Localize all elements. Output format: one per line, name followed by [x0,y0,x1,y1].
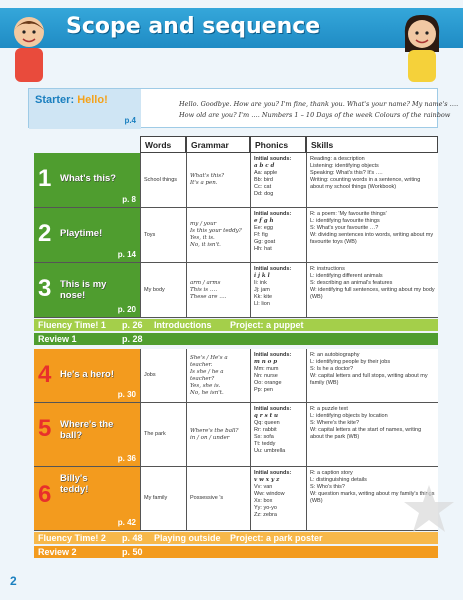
skills-cell: R: a poem: 'My favourite things' L: identifying favourite things S: What's your favourite …? W: dividing sentences into words, writing about my favourite toys (WB) [306,208,438,262]
phonics-list: Aa: apple Bb: bird Cc: cat Dd: dog [254,170,278,197]
starter-row [28,88,459,128]
unit-number: 5 [38,415,52,442]
unit-head-2 [34,208,140,262]
phonics-title: Initial sounds: [254,406,292,412]
phonics-letters: e f g h [254,218,274,224]
unit-row-1 [34,153,438,208]
review-1-band [34,333,438,345]
phonics-list: Ee: egg Ff: fig Gg: goat Hh: hat [254,225,276,252]
fluency-1-item1: Introductions [154,320,212,330]
phonics-letters: a b c d [254,163,275,169]
phonics-list: Vv: van Ww: window Xx: box Yy: yo-yo Zz: zebra [254,484,285,518]
phonics-cell [250,467,306,530]
grammar-cell: What's this? It's a pen. [186,153,250,207]
skills-cell: Reading: a description Listening: identifying objects Speaking: What's this? It's …. Writing: counting words in a sentence, writing about my school things (Workbook) [306,153,438,207]
words-cell: My family [140,467,186,530]
unit-head-1 [34,153,140,207]
fluency-2-item2: Project: a park poster [230,533,323,543]
skills-cell: R: a caption story L: distinguishing details S: Who's this? W: question marks, writing about my family's (WB) [306,467,438,530]
phonics-cell [250,153,306,207]
fluency-2-page: p. 48 [122,533,143,543]
unit-head-3 [34,263,140,317]
unit-number: 3 [38,275,52,302]
header-phonics: Phonics [250,136,306,153]
unit-row-3 [34,263,438,318]
skills-cell: R: a puzzle text L: identifying objects by location S: Where's the kite? W: capital letters at the start of names, writing about the park (WB) [306,403,438,466]
unit-name: Where's the ball? [60,419,114,441]
unit-head-5 [34,403,140,466]
phonics-list: Qq: queen Rr: rabbit Ss: sofa Tt: teddy Uu: umbrella [254,420,286,454]
girl-illustration [399,12,445,84]
starter-line-2: How old are you? I'm …. Numbers 1 – 10 Days of the week Colours of the rainbow [179,111,451,119]
table-header [34,136,438,153]
header-words: Words [140,136,186,153]
unit-page: p. 42 [117,518,136,527]
starter-line-1: Hello. Goodbye. How are you? I'm fine, thank you. What's your name? My name's …. [179,100,459,108]
page-number: 2 [10,574,17,588]
review-2-band [34,546,438,558]
grammar-cell: my / your Is this your teddy? Yes, it is. No, it isn't. [186,208,250,262]
unit-number: 6 [38,481,52,508]
unit-row-2 [34,208,438,263]
unit-row-5 [34,403,438,467]
page-title: Scope and sequence [66,14,321,39]
fluency-1-page: p. 26 [122,320,143,330]
fluency-1-item2: Project: a puppet [230,320,304,330]
unit-name: What's this? [60,173,117,184]
unit-number: 4 [38,361,52,388]
grammar-cell: Possessive 's [186,467,250,530]
unit-name: This is my nose! [60,279,107,301]
phonics-letters: m n o p [254,359,278,365]
phonics-title: Initial sounds: [254,352,292,358]
words-cell: School things [140,153,186,207]
starter-highlight: Hello! [77,94,108,106]
phonics-cell [250,349,306,402]
words-cell: The park [140,403,186,466]
review-1-label: Review 1 [38,334,77,344]
phonics-title: Initial sounds: [254,211,292,217]
phonics-cell [250,403,306,466]
starter-label [35,94,108,106]
unit-name: Playtime! [60,228,103,239]
header-skills: Skills [306,136,438,153]
swirl-decoration [399,480,459,540]
fluency-2-band [34,532,438,544]
starter-page: p.4 [124,116,136,125]
unit-number: 2 [38,220,52,247]
unit-page: p. 20 [117,305,136,314]
unit-page: p. 30 [117,390,136,399]
unit-number: 1 [38,165,52,192]
unit-head-6 [34,467,140,530]
phonics-title: Initial sounds: [254,470,292,476]
skills-cell: R: an autobiography L: identifying people by their jobs S: Is he a doctor? W: capital letters and full stops, writing about my family (WB) [306,349,438,402]
words-cell: Jobs [140,349,186,402]
review-1-page: p. 28 [122,334,143,344]
boy-illustration [6,12,52,84]
grammar-cell: She's / He's a teacher. Is she / he a teacher? Yes, she is. No, he isn't. [186,349,250,402]
phonics-title: Initial sounds: [254,156,292,162]
phonics-list: Ii: ink Jj: jam Kk: kite Ll: lion [254,280,273,307]
unit-row-4 [34,349,438,403]
header-grammar: Grammar [186,136,250,153]
starter-prefix: Starter: [35,94,75,106]
words-cell: My body [140,263,186,317]
unit-page: p. 36 [117,454,136,463]
unit-page: p. 14 [117,250,136,259]
fluency-2-item1: Playing outside [154,533,221,543]
unit-page: p. 8 [122,195,136,204]
review-2-label: Review 2 [38,547,77,557]
skills-cell: R: instructions L: identifying different animals S: describing an animal's features W: identifying full sentences, writing about my body (WB) [306,263,438,317]
grammar-cell: Where's the ball? in / on / under [186,403,250,466]
fluency-2-label: Fluency Time! 2 [38,533,106,543]
unit-head-4 [34,349,140,402]
phonics-cell [250,263,306,317]
unit-name: He's a hero! [60,369,114,380]
grammar-cell: arm / arms This is …. These are …. [186,263,250,317]
phonics-cell [250,208,306,262]
phonics-list: Mm: mum Nn: nurse Oo: orange Pp: pen [254,366,282,393]
unit-row-6 [34,467,438,531]
words-cell: Toys [140,208,186,262]
unit-name: Billy's teddy! [60,473,89,495]
phonics-title: Initial sounds: [254,266,292,272]
phonics-letters: i j k l [254,273,270,279]
review-2-page: p. 50 [122,547,143,557]
fluency-1-band [34,319,438,331]
starter-header [29,89,141,129]
phonics-letters: v w x y z [254,477,280,483]
fluency-1-label: Fluency Time! 1 [38,320,106,330]
phonics-letters: q r s t u [254,413,279,419]
